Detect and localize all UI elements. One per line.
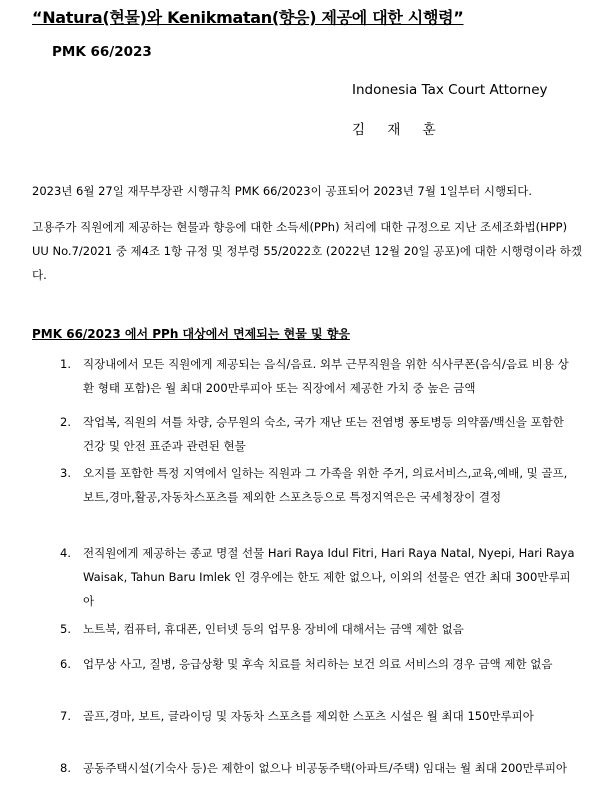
list-item-text: 골프,경마, 보트, 글라이딩 및 자동차 스포츠를 제외한 스포츠 시설은 월 최대 150만루피아 — [83, 709, 534, 723]
intro-paragraph-1: 2023년 6월 27일 재무부장관 시행규칙 PMK 66/2023이 공표되어 2023년 7월 1일부터 시행되다. — [32, 184, 532, 198]
list-item-number: 8. — [60, 761, 71, 775]
document-title: “Natura(현물)와 Kenikmatan(향응) 제공에 대한 시행령” — [32, 8, 464, 27]
list-item-text: 작업복, 직원의 셔틀 차량, 승무원의 숙소, 국가 재난 또는 전염병 퐁토병등 의약품/백신을 포함한 건강 및 안전 표준과 관련된 현물 — [83, 415, 564, 453]
section-heading: PMK 66/2023 에서 PPh 대상에서 면제되는 현물 및 향응 — [32, 327, 350, 341]
list-item-number: 1. — [60, 357, 71, 371]
list-item-text: 오지를 포함한 특정 지역에서 일하는 직원과 그 가족을 위한 주거, 의료서비스,교육,예배, 및 골프,보트,경마,활공,자동차스포츠를 제외한 스포츠등으로 특정지역은은 국세청장이 결정 — [83, 466, 568, 504]
list-item-number: 3. — [60, 466, 71, 480]
list-item-number: 6. — [60, 657, 71, 671]
list-item-text: 공동주택시설(기숙사 등)은 제한이 없으나 비공동주택(아파트/주택) 임대는 월 최대 200만루피아 — [83, 761, 568, 775]
list-item-number: 4. — [60, 546, 71, 560]
author-title: Indonesia Tax Court Attorney — [352, 82, 548, 98]
intro-paragraph-2: 고용주가 직원에게 제공하는 현물과 향응에 대한 소득세(PPh) 처리에 대한 규정으로 지난 조세조화법(HPP) UU No.7/2021 중 제4조 1항 규정 및 정부령 55/2022호 (2022년 12월 20일 공포)에 대한 시행령이라 하겠다. — [32, 220, 582, 282]
regulation-number: PMK 66/2023 — [52, 44, 152, 60]
list-item-number: 5. — [60, 622, 71, 636]
list-item-number: 7. — [60, 709, 71, 723]
list-item-text: 전직원에게 제공하는 종교 명절 선물 Hari Raya Idul Fitri, Hari Raya Natal, Nyepi, Hari Raya Waisak, Tahun Baru Imlek 인 경우에는 한도 제한 없으나, 이외의 선물은 연간 최대 300만루피아 — [83, 546, 575, 608]
list-item-text: 업무상 사고, 질병, 응급상황 및 후속 치료를 처리하는 보건 의료 서비스의 경우 금액 제한 없음 — [83, 657, 553, 671]
list-item-text: 직장내에서 모든 직원에게 제공되는 음식/음료. 외부 근무직원을 위한 식사쿠폰(음식/음료 비용 상환 형태 포함)은 월 최대 200만루피아 또는 직장에서 제공한 가치 중 높은 금액 — [83, 357, 569, 395]
list-item-number: 2. — [60, 415, 71, 429]
list-item-text: 노트북, 컴퓨터, 휴대폰, 인터넷 등의 업무용 장비에 대해서는 금액 제한 없음 — [83, 622, 464, 636]
author-name: 김 재 훈 — [352, 122, 445, 138]
